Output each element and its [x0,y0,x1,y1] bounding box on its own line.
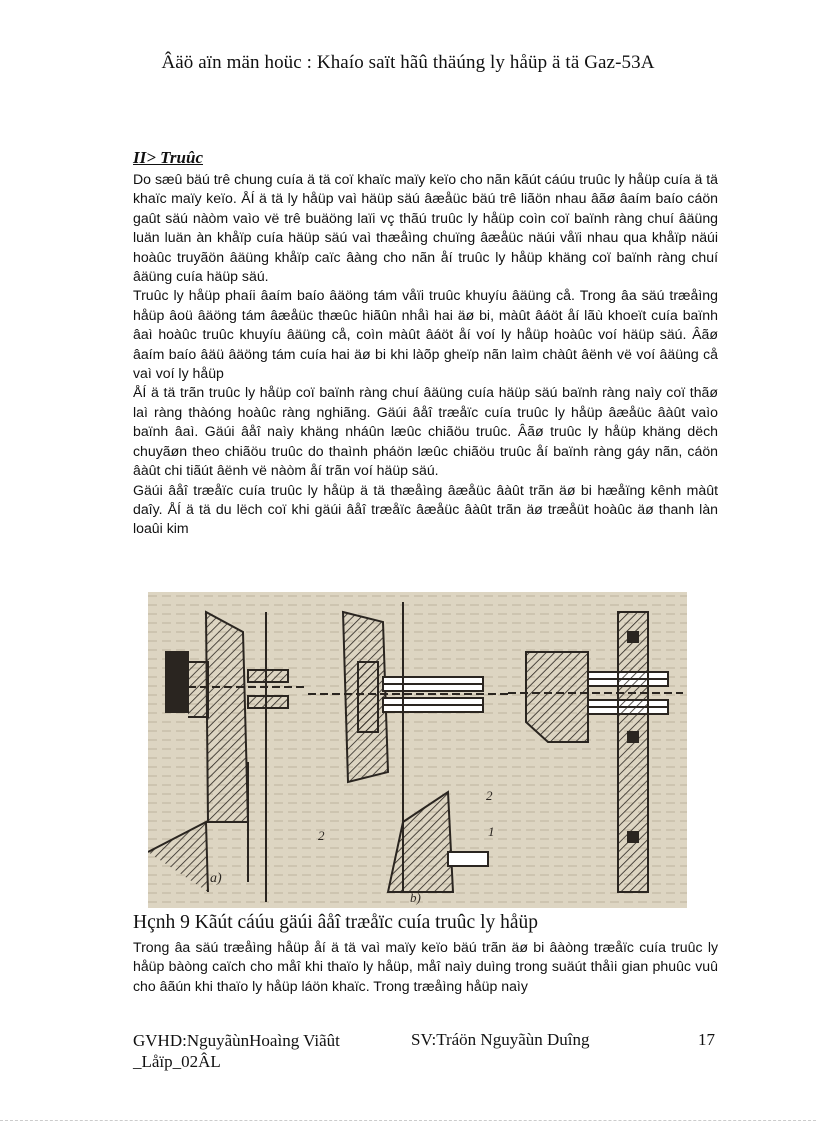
callout-2-right: 2 [486,788,493,803]
footer-student: SV:Tráön Nguyãùn Duîng [411,1030,590,1049]
body-text [133,170,718,539]
body-text-continued [133,938,718,996]
label-a: a) [210,871,222,886]
clutch-shaft-bearing-figure [148,592,687,908]
footer-instructor-name: GVHD:NguyãùnHoaìng Viãût [133,1031,340,1050]
page-header: Âäö aïn män hoüc : Khaío saït hãû thäúng ly håüp ä tä Gaz-53A [161,52,655,73]
section-title: II> Truûc [133,148,203,167]
paragraph: Trong âa säú træåìng håüp åí ä tä vaì maïy keïo bäú trãn äø bi âàòng træåïc cuía truûc ly håüp bàòng caïch cho måî khi thaïo ly håüp, måî naìy duìng trong suäút thåìi gian phuûc vuû cho âãún khi thaïo ly håüp láön khaïc. Trong træåìng håüp naìy [133,939,718,994]
label-b: b) [410,890,421,905]
page-number: 17 [698,1030,715,1049]
footer-instructor [133,1030,340,1072]
callout-1: 1 [488,824,495,839]
paragraph: Do sæû bäú trê chung cuía ä tä coï khaïc maïy keïo cho nãn kãút cáúu truûc ly håüp cuía ä tä khaïc maïy keïo. ÅÍ ä tä ly håüp vaì häüp säú âæåüc bäú trê liãön nhau âãø âaím baío cáön gaût säú nàòm vaìo vë trê buäöng laïi vç thãú truûc ly håüp coìn coï baïnh ràng chuí âäüng luän luän àn khåïp cuía häüp säú vaì thæåìng chuïng âæåüc näúi våïi nhau qua khåïp näúi hoàûc truyãön âäüng khåïp caïc âàng cho nãn åí truûc ly håüp khäng coï baïnh ràng chuí âäüng cuía häüp säú. [133,171,718,285]
callout-2-left: 2 [318,828,325,843]
paragraph: Gäúi âåî træåïc cuía truûc ly håüp ä tä thæåìng âæåüc âàût trãn äø bi hæåïng kênh màût daîy. ÅÍ ä tä du lëch coï khi gäúi âåî træåïc âæåüc âàût trãn äø træåüt hoàûc äø thanh làn loaûi kim [133,481,718,537]
figure-caption: Hçnh 9 Kãút cáúu gäúi âåî træåïc cuía truûc ly håüp [133,912,539,933]
technical-drawing [148,592,687,908]
paragraph: Truûc ly håüp phaíi âaím baío âäöng tám våïi truûc khuyíu âäüng cå. Trong âa säú træåìng håüp âoü âäöng tám âæåüc thæûc hiãûn nhåì hai äø bi, màût âáöt åí lãù khoeït cuía baïnh âaì hoàûc truûc khuyíu âäüng cå, coìn màût âáöt åí voí ly håüp hoàûc voí häüp säú. Âãø âaím baío âäü âäöng tám cuía hai äø bi khi làõp gheïp nãn laìm chàût âënh vë voí âäüng cå vaì voí ly håüp [133,287,718,382]
page-bottom-rule [0,1120,816,1122]
footer-class: _Låïp_02ÂL [133,1052,221,1071]
paragraph: ÅÍ ä tä trãn truûc ly håüp coï baïnh ràng chuí âäüng cuía häüp säú baïnh ràng naìy coï thãø laì ràng thàóng hoàûc ràng nghiãng. Gäúi âåî træåïc cuía truûc ly håüp âæåüc âàût vaìo baïnh âaì. Gäúi âåî naìy khäng nháûn læûc chiãöu truûc. Âãø truûc ly håüp khäng dëch chuyãøn theo chiãöu truûc do thaình pháön læûc chiãöu truûc åí baïnh ràng gáy nãn, cáön âàût chi tiãút âënh vë nàòm åí trãn voí häüp säú. [133,384,718,479]
